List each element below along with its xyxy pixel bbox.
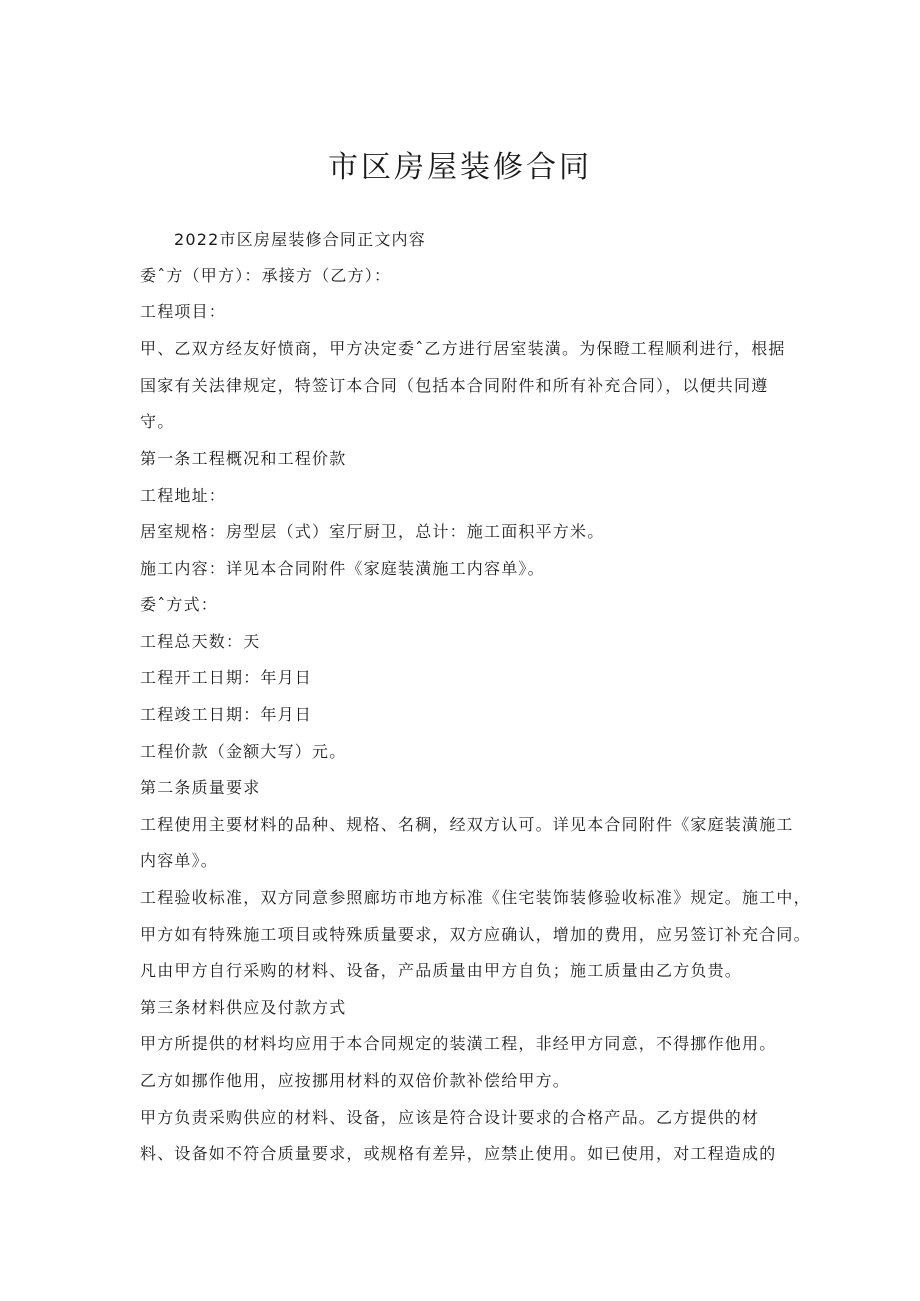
body-line: 内容单》。	[140, 851, 219, 870]
project-line: 工程项目：	[140, 302, 227, 321]
body-line: 凡由甲方自行采购的材料、设备，产品质量由甲方自负；施工质量由乙方负贵。	[140, 961, 743, 980]
body-line: 国家有关法律规定，特签订本合同（包括本合同附件和所有补充合同），以便共同遵	[140, 376, 769, 395]
section-heading: 第一条工程概况和工程价款	[140, 449, 347, 468]
body-line: 工程价款（金额大写）元。	[140, 742, 347, 761]
parties-line: 委ˆ方（甲方）：承接方（乙方）：	[140, 266, 392, 285]
body-line: 委ˆ方式：	[140, 595, 219, 614]
document-title: 市区房屋装修合同	[328, 150, 592, 185]
body-line: 乙方如挪作他用，应按挪用材料的双倍价款补偿给甲方。	[140, 1071, 571, 1090]
body-line: 守。	[140, 412, 175, 431]
body-line: 工程使用主要材料的品种、规格、名稠，经双方认可。详见本合同附件《家庭装潢施工	[140, 815, 794, 834]
body-line: 料、设备如不符合质量要求，或规格有差异，应禁止使用。如已使用，对工程造成的	[140, 1144, 777, 1163]
body-line: 工程总天数：天	[140, 632, 261, 651]
subtitle-line: 2022市区房屋装修合同正文内容	[174, 230, 426, 249]
body-line: 工程地址：	[140, 486, 227, 505]
section-heading: 第二条质量要求	[140, 778, 261, 797]
body-line: 工程验收标准，双方同意参照廊坊市地方标准《住宅装饰装修验收标准》规定。施工中，	[140, 888, 811, 907]
body-line: 工程开工日期：年月日	[140, 668, 313, 687]
body-line: 甲方所提供的材料均应用于本合同规定的装潢工程，非经甲方同意，不得挪作他用。	[140, 1034, 777, 1053]
body-line: 甲、乙双方经友好愤商，甲方决定委ˆ乙方进行居室装潢。为保瞪工程顺利进行，根据	[140, 339, 786, 358]
body-line: 居室规格：房型层（式）室厅厨卫，总计：施工面积平方米。	[140, 522, 605, 541]
section-heading: 第三条材料供应及付款方式	[140, 998, 347, 1017]
body-line: 施工内容：详见本合同附件《家庭装潢施工内容单》。	[140, 559, 545, 578]
body-line: 工程竣工日期：年月日	[140, 705, 313, 724]
body-line: 甲方如有特殊施工项目或特殊质量要求，双方应确认，增加的费用，应另签订补充合同。	[140, 925, 811, 944]
body-line: 甲方负责采购供应的材料、设备，应该是符合设计要求的合格产品。乙方提供的材	[140, 1108, 760, 1127]
